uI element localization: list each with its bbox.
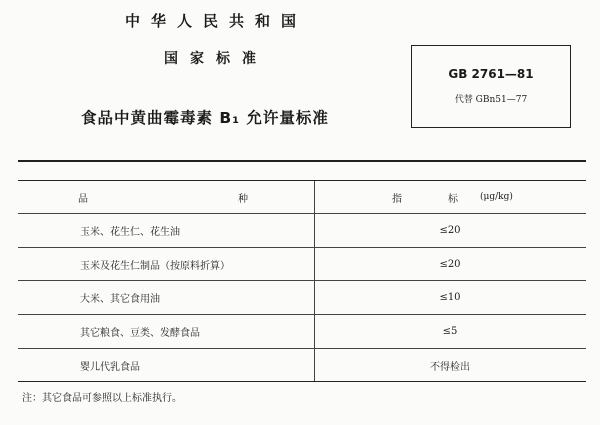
standard-code-box (411, 45, 571, 128)
limit-cell: ≤20 (439, 258, 461, 270)
header-limit-a: 指 (392, 193, 402, 205)
limit-cell: 不得检出 (430, 361, 470, 373)
limits-table (18, 180, 586, 382)
document-title: 食品中黄曲霉毒素 B₁ 允许量标准 (81, 109, 329, 127)
limit-cell: ≤20 (439, 225, 461, 236)
footnote: 注：其它食品可参照以上标准执行。 (22, 393, 182, 404)
table-row (18, 315, 586, 349)
country-heading: 中华人民共和国 (124, 12, 307, 30)
standard-type-heading: 国家标准 (164, 51, 268, 67)
replaces-code: 代替 GBn51—77 (454, 95, 528, 105)
table-row (18, 281, 586, 315)
product-cell: 玉米、花生仁、花生油 (80, 227, 180, 238)
column-divider (314, 181, 315, 213)
table-row (18, 248, 586, 281)
limit-cell: ≤10 (439, 292, 461, 303)
table-row (18, 349, 586, 381)
title-divider (18, 160, 586, 162)
table-row (18, 214, 586, 248)
header-limit-b: 标 (448, 193, 458, 205)
product-cell: 婴儿代乳食品 (80, 361, 140, 373)
header-unit: (μg/kg) (480, 192, 513, 202)
header-product-a: 品 (78, 193, 88, 205)
product-cell: 玉米及花生仁制品（按原料折算） (80, 260, 230, 272)
limit-cell: ≤5 (442, 326, 458, 337)
table-header-row (18, 181, 586, 214)
header-product-b: 种 (238, 193, 248, 205)
product-cell: 其它粮食、豆类、发酵食品 (80, 328, 200, 339)
standard-code: GB 2761—81 (448, 67, 534, 81)
product-cell: 大米、其它食用油 (80, 294, 160, 305)
